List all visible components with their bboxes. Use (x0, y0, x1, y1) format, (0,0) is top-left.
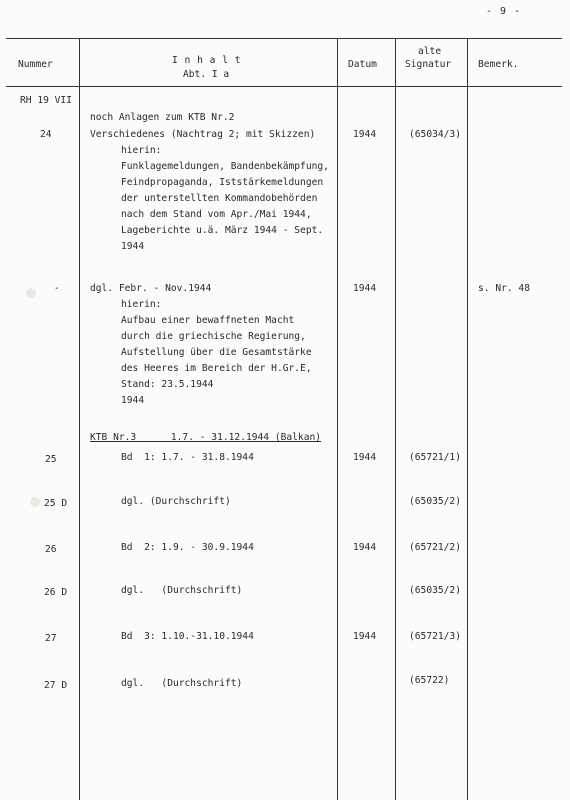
row-detail: Aufbau einer bewaffneten Macht (121, 315, 295, 326)
row-inhalt: dgl. (Durchschrift) (121, 678, 243, 689)
row-nummer: 26 (45, 544, 57, 555)
section-title: KTB Nr.3 1.7. - 31.12.1944 (Balkan) (90, 432, 322, 443)
row-nummer: 25 D (44, 498, 68, 509)
row-signatur: (65035/2) (409, 585, 461, 596)
row-signatur: (65034/3) (409, 129, 461, 140)
row-signatur: (65035/2) (409, 496, 461, 507)
column-divider-nummer (79, 38, 80, 800)
row-nummer: 27 (45, 633, 57, 644)
row-detail: der unterstellten Kommandobehörden (121, 193, 318, 204)
header-signatur-line1: alte (418, 46, 442, 57)
row-datum: 1944 (353, 129, 377, 140)
header-datum: Datum (348, 59, 377, 70)
row-nummer: 24 (40, 129, 52, 140)
row-detail: 1944 (121, 241, 145, 252)
row-detail: Funklagemeldungen, Bandenbekämpfung, (121, 161, 329, 172)
row-detail: durch die griechische Regierung, (121, 331, 306, 342)
row-inhalt: noch Anlagen zum KTB Nr.2 (90, 112, 235, 123)
row-detail: 1944 (121, 395, 145, 406)
row-nummer: 25 (45, 454, 57, 465)
table-top-rule (6, 38, 562, 39)
column-divider-signatur (467, 38, 468, 800)
punch-hole (30, 497, 40, 507)
header-inhalt-sub: Abt. I a (183, 69, 230, 80)
row-inhalt: Bd 2: 1.9. - 30.9.1944 (121, 542, 254, 553)
row-detail: nach dem Stand vom Apr./Mai 1944, (121, 209, 312, 220)
row-bemerk: s. Nr. 48 (478, 283, 530, 294)
page-number: - 9 - (486, 6, 522, 17)
row-nummer: - (54, 283, 60, 294)
row-detail: hierin: (121, 145, 162, 156)
row-signatur: (65722) (409, 675, 450, 686)
row-datum: 1944 (353, 542, 377, 553)
row-nummer: 27 D (44, 680, 68, 691)
row-inhalt: Bd 1: 1.7. - 31.8.1944 (121, 452, 254, 463)
row-datum: 1944 (353, 452, 377, 463)
row-inhalt: dgl. Febr. - Nov.1944 (90, 283, 212, 294)
row-inhalt: Verschiedenes (Nachtrag 2; mit Skizzen) (90, 129, 316, 140)
row-datum: 1944 (353, 631, 377, 642)
row-nummer: 26 D (44, 587, 68, 598)
row-signatur: (65721/2) (409, 542, 461, 553)
row-detail: Aufstellung über die Gesamtstärke (121, 347, 312, 358)
row-detail: Stand: 23.5.1944 (121, 379, 214, 390)
row-nummer: RH 19 VII (20, 95, 72, 106)
row-inhalt: dgl. (Durchschrift) (121, 496, 231, 507)
row-datum: 1944 (353, 283, 377, 294)
row-inhalt: dgl. (Durchschrift) (121, 585, 243, 596)
row-signatur: (65721/3) (409, 631, 461, 642)
row-inhalt: Bd 3: 1.10.-31.10.1944 (121, 631, 254, 642)
header-bottom-rule (6, 86, 562, 87)
row-detail: Lageberichte u.ä. März 1944 - Sept. (121, 225, 324, 236)
row-detail: hierin: (121, 299, 162, 310)
header-signatur-line2: Signatur (405, 59, 452, 70)
header-bemerk: Bemerk. (478, 59, 519, 70)
punch-hole (26, 288, 36, 298)
row-detail: Feindpropaganda, Iststärkemeldungen (121, 177, 324, 188)
column-divider-datum (395, 38, 396, 800)
header-inhalt: I n h a l t (172, 55, 242, 66)
row-detail: des Heeres im Bereich der H.Gr.E, (121, 363, 312, 374)
row-signatur: (65721/1) (409, 452, 461, 463)
column-divider-inhalt (337, 38, 338, 800)
header-nummer: Nummer (18, 59, 53, 70)
